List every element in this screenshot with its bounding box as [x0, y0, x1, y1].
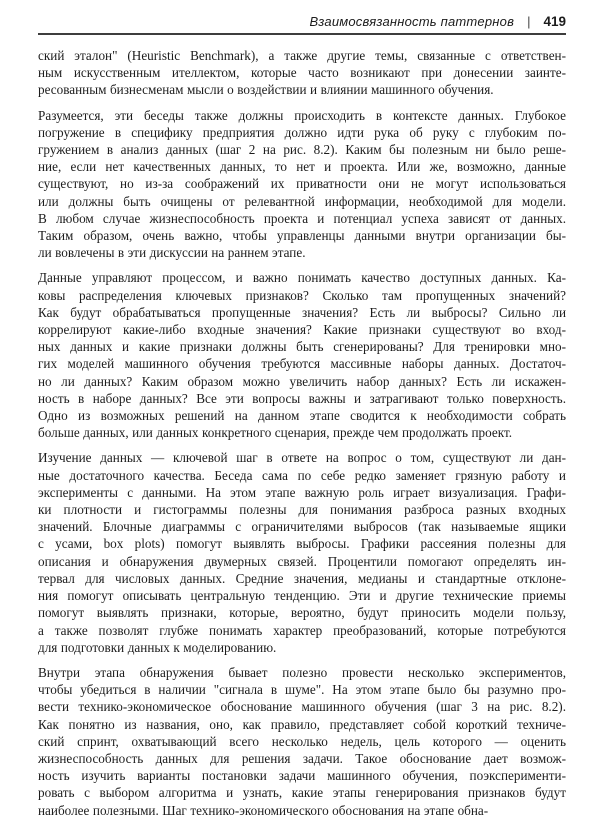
text-line: с усами, box plots) помогут выявлять выбросы. Графики рассеяния полезны для — [38, 536, 566, 552]
text-line: для подготовки данных к моделированию. — [38, 639, 277, 655]
text-line: Изучение данных — ключевой шаг в ответе на вопрос о том, существуют ли дан- — [38, 450, 566, 466]
text-block — [38, 47, 566, 819]
running-header-title: Взаимосвязанность паттернов — [309, 14, 515, 29]
text-line: существуют, но из-за соображений их приватности они не могут использоваться — [38, 176, 566, 192]
text-line: гружением в анализ данных (шаг 2 на рис. 8.2). Каким бы полезным ни было реше- — [38, 142, 566, 158]
text-line: или должны быть очищены от релевантной информации, необходимой для модели. — [38, 193, 566, 209]
text-line: ки плотности и гистограммы полезны для понимания разброса разных входных — [38, 502, 566, 518]
text-line: наиболее полезными. Шаг технико-экономического обоснования на этапе обна- — [38, 802, 489, 818]
text-line: ные достаточного качества. Беседа сама по себе редко заменяет грязную работу и — [38, 467, 566, 483]
text-line: ский спринт, охватывающий всего несколько недель, цель которого — оценить — [38, 733, 566, 749]
text-line: вести технико-экономическое обоснование машинного обучения (шаг 3 на рис. 8.2). — [38, 699, 566, 715]
text-line: ния помогут описывать центральную тенденцию. Эти и другие технические приемы — [38, 588, 566, 604]
running-header — [38, 14, 566, 29]
header-rule — [38, 33, 566, 35]
text-line: больше данных, или данных конкретного сценария, прежде чем продолжать проект. — [38, 425, 513, 441]
text-line: Одно из возможных решений на данном этапе сводится к необходимости собрать — [38, 408, 566, 424]
text-line: ресованным бизнесменам мысли о воздействии и влиянии машинного обучения. — [38, 82, 494, 98]
text-line: но ли данных? Каким образом можно увеличить набор данных? Есть ли искажен- — [38, 373, 566, 389]
text-line: ным искусственным ителлектом, которые часто возникают при донесении заинте- — [38, 65, 566, 81]
text-line: Таким образом, очень важно, чтобы управленцы данными внутри организации бы- — [38, 228, 566, 244]
text-line: коррелируют какие-либо входные значения? Какие признаки существуют во вход- — [38, 322, 566, 338]
text-line: значений. Блочные диаграммы с ограничителями выбросов (так называемые ящики — [38, 519, 566, 535]
page-number: 419 — [543, 14, 566, 29]
text-line: В любом случае жизнеспособность проекта и потенциал успеха зависят от данных. — [38, 210, 566, 226]
text-line: Как понятно из названия, оно, как правило, представляет собой короткий техниче- — [38, 716, 566, 732]
text-line: ность в наборе данных? Все эти вопросы важны и затрагивают только поверхность. — [38, 390, 566, 406]
header-separator: | — [527, 14, 531, 29]
text-line: ковы распределения ключевых признаков? Сколько там пропущенных значений? — [38, 287, 566, 303]
text-line: Как будут обрабатываться пропущенные значения? Есть ли выбросы? Сильно ли — [38, 304, 566, 320]
text-line: а также позволят глубже понимать характер преобразований, которые потребуются — [38, 622, 566, 638]
body-paragraph — [38, 269, 566, 441]
text-line: гих моделей машинного обучения требуются массивные наборы данных. Достаточ- — [38, 356, 566, 372]
text-line: ский эталон" (Heuristic Benchmark), а также другие темы, связанные с ответствен- — [38, 48, 566, 63]
text-line: ность изучить варианты постановки задачи машинного обучения, поэксперименти- — [38, 768, 566, 784]
text-line: жизнеспособность данных для решения задачи. Такое обоснование дает возмож- — [38, 750, 566, 766]
text-line: ние, если нет качественных данных, то нет и проекта. Или же, возможно, данные — [38, 159, 566, 175]
text-line: описания и обнаружения двумерных связей. Процентили помогают определять ин- — [38, 553, 566, 569]
text-line: погружение в специфику предприятия должно идти рука об руку с глубоким по- — [38, 124, 566, 140]
text-line: Внутри этапа обнаружения бывает полезно провести несколько экспериментов, — [38, 664, 566, 680]
body-paragraph — [38, 47, 566, 99]
text-line: помогут выявлять признаки, которые, вероятно, будут приносить модели пользу, — [38, 605, 566, 621]
text-line: ровать с выбором алгоритма и узнать, какие этапы генерирования признаков будут — [38, 785, 566, 801]
text-line: чтобы убедиться в наличии "сигнала в шуме". На этом этапе было бы разумно про- — [38, 682, 566, 698]
body-paragraph — [38, 664, 566, 819]
text-line: ли вовлечены в эти дискуссии на раннем этапе. — [38, 245, 306, 261]
text-line: эксперименты с данными. На этом этапе важную роль играет визуализация. Графи- — [38, 484, 566, 500]
text-line: ных данных и какие признаки должны быть сгенерированы? Для тренировки мно- — [38, 339, 566, 355]
body-paragraph — [38, 107, 566, 262]
text-line: Данные управляют процессом, и важно понимать качество доступных данных. Ка- — [38, 270, 566, 286]
text-line: Разумеется, эти беседы также должны происходить в контексте данных. Глубокое — [38, 107, 566, 123]
body-paragraph — [38, 449, 566, 655]
text-line: тервал для числовых данных. Средние значения, медианы и стандартные отклоне- — [38, 570, 566, 586]
